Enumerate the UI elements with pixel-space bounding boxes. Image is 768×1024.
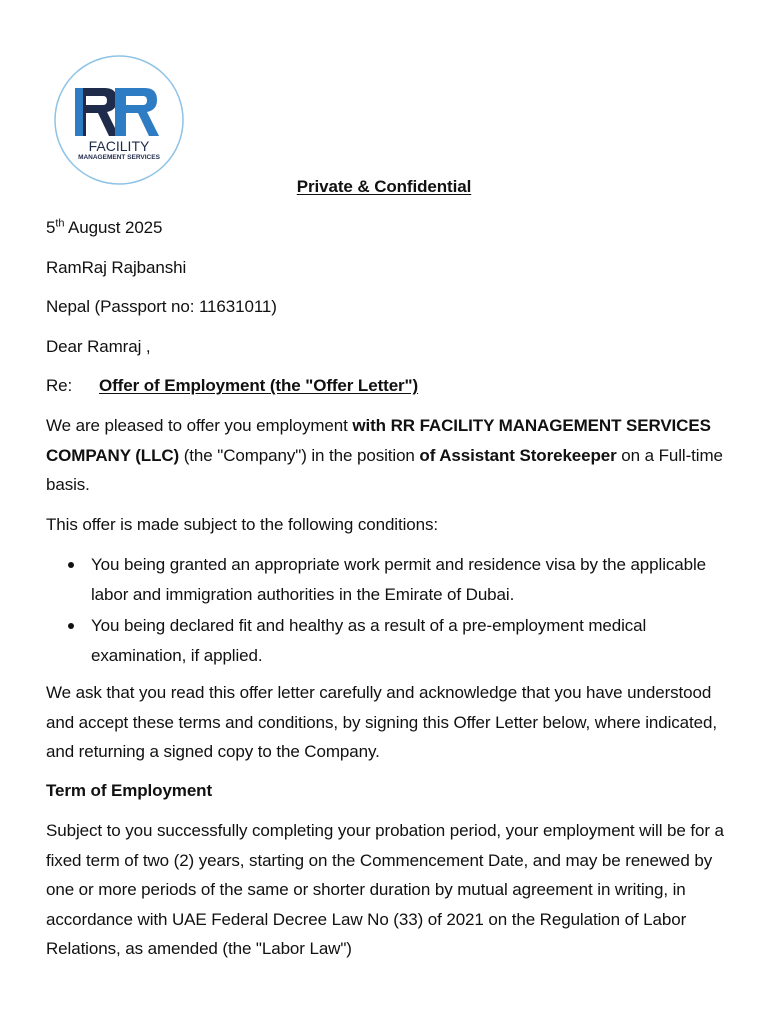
term-paragraph: Subject to you successfully completing your probation period, your employment will be for a fixed term of two (2) years, starting on the Commencement Date, and may be renewed by one or more periods of the same or shorter duration by mutual agreement in writing, in accordance with UAE Federal Decree Law No (33) of 2021 on the Regulation of Labor Relations, as amended (the "Labor Law") [46,821,724,958]
logo-text-facility: FACILITY [88,138,150,154]
list-item [46,550,726,609]
recipient-country: Nepal (Passport no: 11631011) [46,297,277,316]
salutation: Dear Ramraj , [46,337,151,356]
intro-text-3: on a Full-time basis. [46,445,723,494]
intro-text-2: (the "Company") in the position [179,445,420,465]
bullet-icon [68,623,74,629]
intro-paragraph [46,411,726,500]
date-day: 5 [46,218,56,237]
re-title: Offer of Employment (the "Offer Letter") [99,376,419,395]
condition-text: You being granted an appropriate work permit and residence visa by the applicable labor and immigration authorities in the Emirate of Dubai. [91,555,707,604]
logo-text-services: MANAGEMENT SERVICES [78,154,160,161]
letter-date [46,218,162,238]
date-rest: August 2025 [64,218,163,237]
condition-text: You being declared fit and healthy as a result of a pre-employment medical examination, if applied. [91,616,647,665]
company-logo-graphic [53,54,185,186]
bullet-icon [68,562,74,568]
list-item [46,611,726,670]
intro-text-1: We are pleased to offer you employment [46,416,353,435]
confidential-heading: Private & Confidential [296,177,472,196]
term-heading: Term of Employment [46,781,213,800]
recipient-name: RamRaj Rajbanshi [46,258,187,277]
conditions-intro: This offer is made subject to the following conditions: [46,515,439,534]
intro-position: of Assistant Storekeeper [419,445,617,465]
intro-company: with RR FACILITY MANAGEMENT SERVICES COMPANY (LLC) [46,416,711,465]
acknowledge-paragraph: We ask that you read this offer letter carefully and acknowledge that you have understood and accept these terms and conditions, by signing this Offer Letter below, where indicated, and returning a signed copy to the Company. [46,683,717,761]
company-logo [53,54,185,186]
re-label: Re: [46,376,73,395]
conditions-list [46,550,726,672]
date-suffix: th [55,217,65,230]
